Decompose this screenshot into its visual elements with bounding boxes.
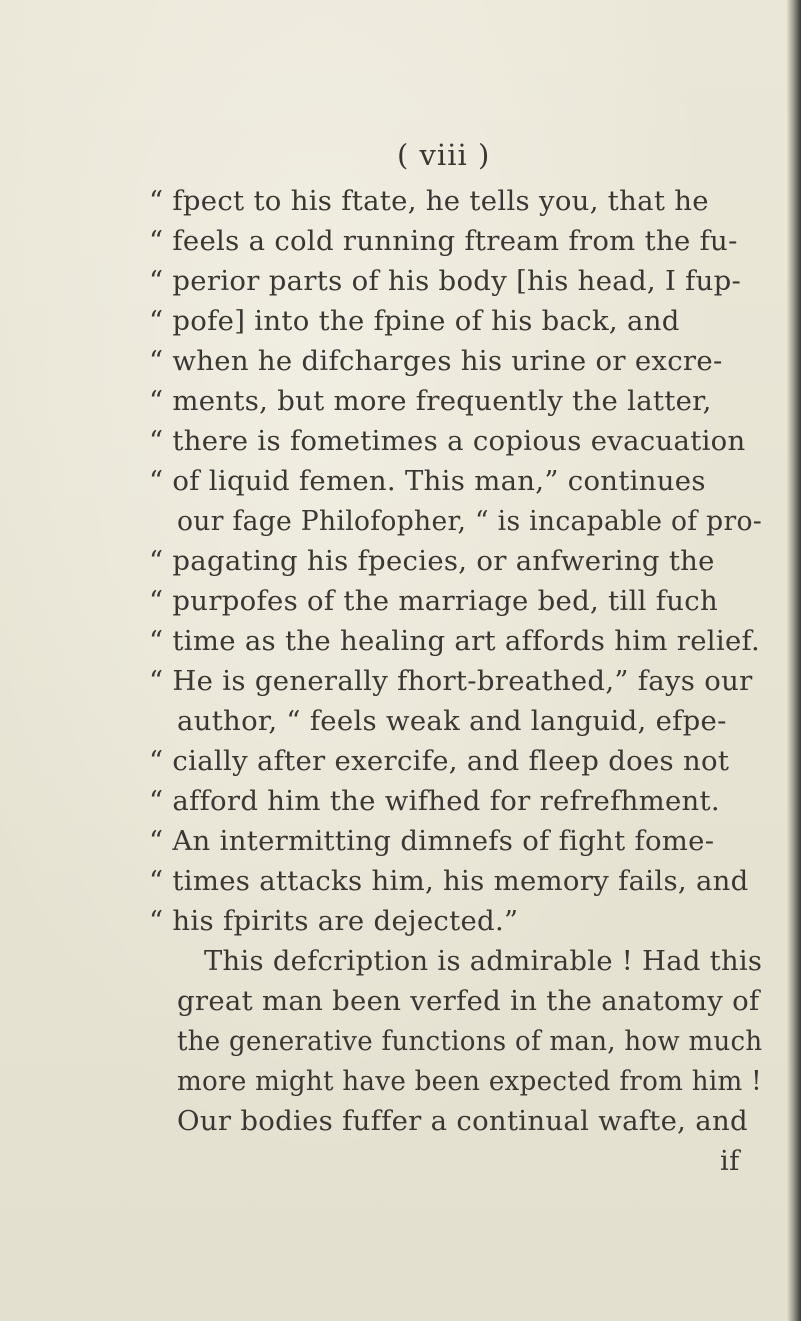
text-line: “ afford him the wifhed for refrefhment. <box>149 785 720 817</box>
text-line: “ pagating his fpecies, or anfwering the <box>149 545 715 577</box>
text-line: “ purpofes of the marriage bed, till fuch <box>149 585 718 617</box>
text-line: “ ments, but more frequently the latter, <box>149 385 712 417</box>
text-line: “ fpect to his ftate, he tells you, that he <box>149 185 709 217</box>
text-line: “ He is generally fhort-breathed,” fays our <box>149 665 753 697</box>
text-line: “ perior parts of his body [his head, I fup- <box>149 265 742 297</box>
text-line: our fage Philofopher, “ is incapable of pro- <box>177 505 763 537</box>
text-line: “ cially after exercife, and fleep does not <box>149 745 730 777</box>
text-line: the generative functions of man, how much <box>177 1025 763 1057</box>
text-line: Our bodies fuffer a continual wafte, and <box>177 1105 748 1137</box>
text-line: “ time as the healing art affords him relief. <box>149 625 761 657</box>
text-line: “ his fpirits are dejected.” <box>149 905 519 937</box>
text-line: more might have been expected from him ! <box>177 1065 762 1097</box>
text-line: author, “ feels weak and languid, efpe- <box>177 705 727 737</box>
text-line: “ times attacks him, his memory fails, and <box>149 865 749 897</box>
text-line: “ feels a cold running ftream from the fu- <box>149 225 738 257</box>
body-text <box>0 185 801 1265</box>
page-number-header: ( viii ) <box>397 138 491 172</box>
text-line: “ An intermitting dimnefs of fight fome- <box>149 825 715 857</box>
catchword: if <box>720 1145 740 1177</box>
text-line: great man been verfed in the anatomy of <box>177 985 760 1017</box>
text-line: “ of liquid femen. This man,” continues <box>149 465 706 497</box>
text-line: “ pofe] into the fpine of his back, and <box>149 305 680 337</box>
text-line: “ there is fometimes a copious evacuation <box>149 425 746 457</box>
text-line: This defcription is admirable ! Had this <box>204 945 763 977</box>
text-line: “ when he difcharges his urine or excre- <box>149 345 723 377</box>
